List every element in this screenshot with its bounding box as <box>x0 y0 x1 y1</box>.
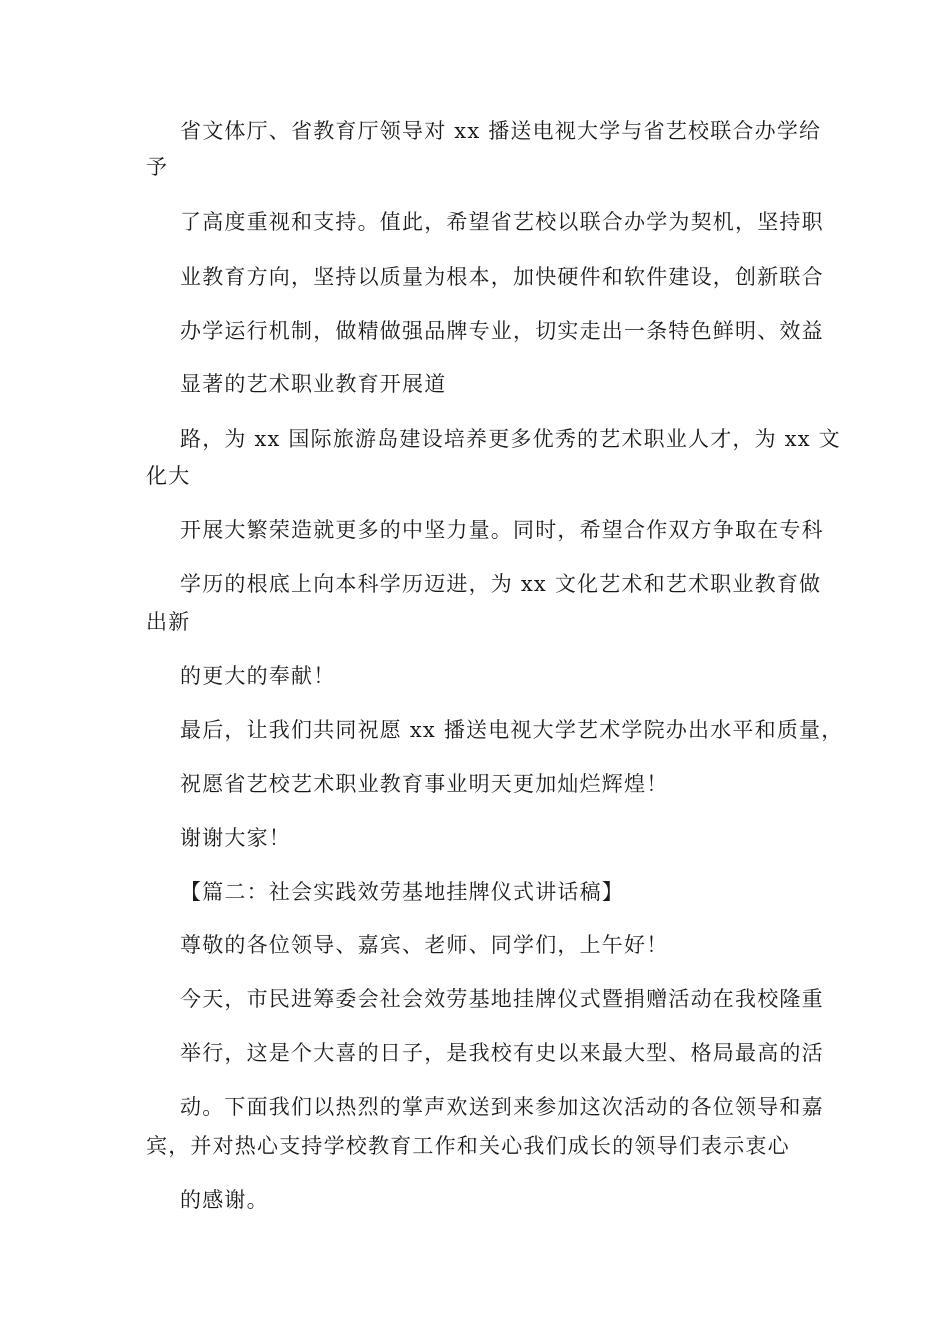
text-line: 学历的根底上向本科学历迈进，为 xx 文化艺术和艺术职业教育做 <box>180 572 822 596</box>
text-line: 予 <box>146 155 169 179</box>
text-line: 出新 <box>146 610 191 634</box>
text-line: 办学运行机制，做精做强品牌专业，切实走出一条特色鲜明、效益 <box>180 319 824 343</box>
text-line: 路，为 xx 国际旅游岛建设培养更多优秀的艺术职业人才，为 xx 文 <box>180 427 841 451</box>
section-heading: 【篇二：社会实践效劳基地挂牌仪式讲话稿】 <box>180 880 624 904</box>
text-line: 开展大繁荣造就更多的中坚力量。同时，希望合作双方争取在专科 <box>180 518 824 542</box>
text-line: 业教育方向，坚持以质量为根本，加快硬件和软件建设，创新联合 <box>180 265 824 289</box>
text-line: 尊敬的各位领导、嘉宾、老师、同学们，上午好！ <box>180 933 669 957</box>
text-line: 宾，并对热心支持学校教育工作和关心我们成长的领导们表示衷心 <box>146 1134 790 1158</box>
text-line: 祝愿省艺校艺术职业教育事业明天更加灿烂辉煌！ <box>180 772 669 796</box>
text-line: 省文体厅、省教育厅领导对 xx 播送电视大学与省艺校联合办学给 <box>180 119 822 143</box>
text-line: 今天，市民进筹委会社会效劳基地挂牌仪式暨捐赠活动在我校隆重 <box>180 987 824 1011</box>
text-line: 的感谢。 <box>180 1188 269 1212</box>
text-line: 了高度重视和支持。值此，希望省艺校以联合办学为契机，坚持职 <box>180 210 824 234</box>
text-line: 的更大的奉献！ <box>180 664 336 688</box>
text-line: 谢谢大家！ <box>180 826 291 850</box>
text-line: 举行，这是个大喜的日子，是我校有史以来最大型、格局最高的活 <box>180 1041 824 1065</box>
text-line: 显著的艺术职业教育开展道 <box>180 372 447 396</box>
text-line: 动。下面我们以热烈的掌声欢送到来参加这次活动的各位领导和嘉 <box>180 1095 824 1119</box>
text-line: 化大 <box>146 464 191 488</box>
text-line: 最后，让我们共同祝愿 xx 播送电视大学艺术学院办出水平和质量， <box>180 718 844 742</box>
